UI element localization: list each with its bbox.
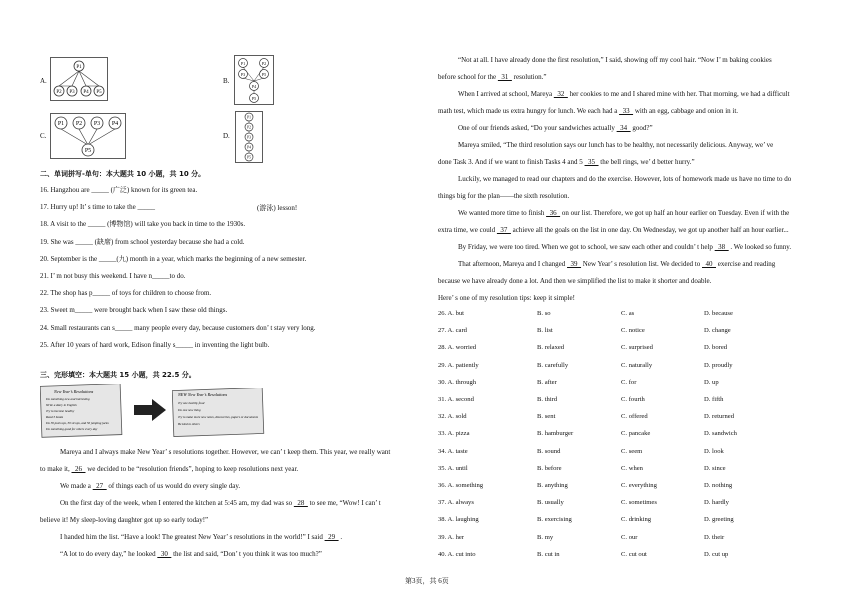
choice-option[interactable]: 29. A. patiently xyxy=(438,361,479,369)
section-2-item: 20. September is the _____(九) month in a year, which marks the beginning of a new semester. xyxy=(40,254,307,263)
choice-option[interactable]: B. exercising xyxy=(537,516,572,524)
svg-text:P3: P3 xyxy=(69,90,75,95)
svg-text:P3: P3 xyxy=(93,121,101,127)
choice-option[interactable]: B. hamburger xyxy=(537,430,574,438)
choice-option[interactable]: D. up xyxy=(704,378,719,386)
choice-option[interactable]: C. notice xyxy=(621,327,645,335)
option-d-label: D. xyxy=(223,132,230,140)
svg-text:P1: P1 xyxy=(76,65,82,70)
passage-line: Mareya smiled, “The third resolution says our lunch has to be healthy, not necessarily delicious. Anyway, we’ ve xyxy=(458,141,774,149)
passage-line: When I arrived at school, Mareya 32 her cookies to me and I shared mine with her. That morning, we had a difficult xyxy=(458,90,790,98)
arrow-icon xyxy=(132,398,168,422)
image-list-line: Do something new and interesting xyxy=(46,397,90,401)
choice-option[interactable]: C. cut out xyxy=(621,550,647,558)
svg-text:P5: P5 xyxy=(247,155,251,160)
svg-text:P3: P3 xyxy=(247,135,251,140)
section-2-item: 18. A visit to the _____ (博物馆) will take you back in time to the 1930s. xyxy=(40,220,246,229)
svg-text:P5: P5 xyxy=(251,96,257,101)
choice-option[interactable]: B. cut in xyxy=(537,550,560,558)
option-a-label: A. xyxy=(40,77,47,85)
passage-line: because we have already done a lot. And then we simplified the list to make it shorter and doable. xyxy=(438,277,712,285)
section-2-item: 17. Hurry up! It’ s time to take the _____ xyxy=(40,203,155,212)
svg-text:P2: P2 xyxy=(247,125,251,130)
passage-line: to make it, 26 we decided to be “resolution friends”, hoping to keep resolutions next year. xyxy=(40,465,299,473)
passage-line: We made a 27 of things each of us would do every single day. xyxy=(60,482,241,490)
choice-option[interactable]: C. seem xyxy=(621,447,643,455)
image-list-line: Do 30 push ups, 30 sit ups, and 50 jumping jacks xyxy=(46,421,109,425)
choice-option[interactable]: 34. A. taste xyxy=(438,447,468,455)
passage-line: By Friday, we were too tired. When we got to school, we saw each other and couldn’ t help 38 . We looked so funny. xyxy=(458,243,792,251)
svg-text:P5: P5 xyxy=(96,90,102,95)
page-footer: 第3页，共 6页 xyxy=(405,577,449,585)
passage-line: done Task 3. And if we want to finish Tasks 4 and 5 35 the bell rings, we’ d better hurry.” xyxy=(438,158,695,166)
choice-option[interactable]: D. since xyxy=(704,464,726,472)
choice-option[interactable]: 40. A. cut into xyxy=(438,550,476,558)
svg-text:P2: P2 xyxy=(56,90,62,95)
choice-option[interactable]: C. pancake xyxy=(621,430,651,438)
image-list-line: Do something good for others every day xyxy=(46,427,98,431)
svg-text:P4: P4 xyxy=(247,145,251,150)
choice-option[interactable]: D. hardly xyxy=(704,499,729,507)
svg-text:P4: P4 xyxy=(111,121,119,127)
choice-option[interactable]: C. everything xyxy=(621,482,657,489)
passage-line: Mareya and I always make New Year’ s resolutions together. However, we can’ t keep them. This year, we really want xyxy=(60,448,391,456)
passage-line: One of our friends asked, “Do your sandwiches actually 34 good?” xyxy=(458,124,653,132)
passage-line: “Not at all. I have already done the first resolution,” I said, showing off my cool hair. “Now I’ m baking cookies xyxy=(458,56,772,64)
choice-option[interactable]: D. fifth xyxy=(704,396,724,403)
svg-text:NEW New Year’s Resolutions: NEW New Year’s Resolutions xyxy=(178,392,228,397)
passage-line: math test, which made us extra hungry for lunch. We each had a 33 with an egg, cabbage and onion in it. xyxy=(438,107,739,115)
choice-option[interactable]: B. after xyxy=(537,378,557,386)
passage-line: On the first day of the week, when I entered the kitchen at 5:45 am, my dad was so 28 to see me, “Wow! I can’ t xyxy=(60,499,381,507)
option-b-diagram xyxy=(234,55,274,105)
choice-option[interactable]: D. sandwich xyxy=(704,430,737,438)
svg-text:P2: P2 xyxy=(261,61,267,66)
svg-text:P5: P5 xyxy=(84,148,92,154)
choice-option[interactable]: 32. A. sold xyxy=(438,413,467,421)
section-2-item: 21. I’ m not busy this weekend. I have n_____to do. xyxy=(40,272,186,280)
choice-option[interactable]: B. relaxed xyxy=(537,344,565,352)
section-2-item: 19. She was _____ (缺席) from school yesterday because she had a cold. xyxy=(40,237,245,246)
passage-line: Here’ s one of my resolution tips: keep it simple! xyxy=(438,294,575,302)
section-2-item: 16. Hangzhou are _____ (广泛) known for its green tea. xyxy=(40,186,198,194)
choice-option[interactable]: D. because xyxy=(704,310,733,317)
choice-option[interactable]: D. change xyxy=(704,327,731,335)
choice-option[interactable]: B. anything xyxy=(537,482,568,489)
item-17-hint: (游泳) lesson! xyxy=(257,204,298,212)
choice-option[interactable]: C. fourth xyxy=(621,396,645,403)
image-list-line: Try one healthy food xyxy=(178,401,205,405)
section-3-header: 三、完形填空：本大题共 15 小题，共 22.5 分。 xyxy=(40,371,196,379)
choice-option[interactable]: C. offered xyxy=(621,413,648,421)
choice-option[interactable]: D. nothing xyxy=(704,482,733,489)
choice-option[interactable]: 35. A. until xyxy=(438,464,468,472)
image-list-line: Do one new thing xyxy=(178,408,201,412)
choice-option[interactable]: D. greeting xyxy=(704,516,734,524)
choice-option[interactable]: C. drinking xyxy=(621,516,652,524)
option-a-diagram xyxy=(50,57,108,101)
passage-line: extra time, we could 37 achieve all the goals on the list in one day. On Wednesday, we got up another half an hour earlier... xyxy=(438,226,789,234)
option-c-label: C. xyxy=(40,132,47,140)
svg-text:P5: P5 xyxy=(261,72,267,77)
choice-option[interactable]: B. so xyxy=(537,310,551,317)
choice-option[interactable]: C. for xyxy=(621,378,637,386)
image-list-line: Be kind to others xyxy=(178,422,200,426)
section-2-item: 22. The shop has p_____ of toys for children to choose from. xyxy=(40,289,212,298)
choice-option[interactable]: 27. A. card xyxy=(438,327,467,335)
choice-option[interactable]: D. returned xyxy=(704,413,735,421)
passage-line: I handed him the list. “Have a look! The greatest New Year’ s resolutions in the world!” I said 29 . xyxy=(60,533,343,541)
passage-line: That afternoon, Mareya and I changed 39 New Year’ s resolution list. We decided to 40 exercise and reading xyxy=(458,260,776,268)
choice-option[interactable]: 28. A. worried xyxy=(438,344,477,352)
svg-text:P3: P3 xyxy=(240,72,246,77)
section-2-item: 24. Small restaurants can s_____ many people every day, because customers don’ t stay very long. xyxy=(40,323,316,332)
choice-option[interactable]: C. as xyxy=(621,310,635,317)
choice-option[interactable]: C. when xyxy=(621,464,643,472)
option-d-diagram xyxy=(235,111,263,163)
choice-option[interactable]: 30. A. through xyxy=(438,378,477,386)
svg-text:New Year’s Resolutions: New Year’s Resolutions xyxy=(54,389,94,394)
choice-option[interactable]: C. sometimes xyxy=(621,499,657,507)
choice-option[interactable]: B. usually xyxy=(537,499,564,507)
passage-line: believe it! My sleep-loving daughter got up so early today!” xyxy=(40,516,209,524)
section-2-header: 二、单词拼写-单句：本大题共 10 小题，共 10 分。 xyxy=(40,170,206,178)
image-list-line: Write a diary in English xyxy=(46,403,77,407)
svg-text:P1: P1 xyxy=(57,121,65,127)
choice-option[interactable]: 33. A. pizza xyxy=(438,430,470,438)
choice-option[interactable]: B. sent xyxy=(537,413,556,421)
image-list-line: Try to make more new notes, discoveries, papers or documents xyxy=(178,415,258,419)
choice-option[interactable]: B. carefully xyxy=(537,361,569,369)
choice-option[interactable]: 31. A. second xyxy=(438,396,474,403)
choice-option[interactable]: D. their xyxy=(704,533,725,541)
choice-option[interactable]: 39. A. her xyxy=(438,533,465,541)
passage-line: before school for the 31 resolution.” xyxy=(438,73,547,81)
choice-option[interactable]: 26. A. but xyxy=(438,310,465,317)
resolution-list-image-right xyxy=(172,388,266,438)
choice-option[interactable]: B. third xyxy=(537,396,558,403)
choice-option[interactable]: B. before xyxy=(537,464,562,472)
image-list-line: Read 3 books xyxy=(46,415,64,419)
choice-option[interactable]: B. my xyxy=(537,533,554,541)
passage-line: “A lot to do every day,” he looked 30 the list and said, “Don’ t you think it was too much?” xyxy=(60,550,322,558)
resolution-list-image-left xyxy=(40,384,124,438)
svg-text:P1: P1 xyxy=(240,61,246,66)
section-2-item: 25. After 10 years of hard work, Edison finally s_____ in inventing the light bulb. xyxy=(40,340,270,349)
choice-option[interactable]: 38. A. laughing xyxy=(438,516,479,524)
svg-text:P1: P1 xyxy=(247,115,251,120)
option-c-diagram xyxy=(50,113,126,159)
section-2-item: 23. Sweet m_____ were brought back when I saw these old things. xyxy=(40,306,228,315)
choice-option[interactable]: D. cut up xyxy=(704,550,729,558)
choice-option[interactable]: C. our xyxy=(621,533,638,541)
svg-text:P2: P2 xyxy=(75,121,83,127)
choice-option[interactable]: 36. A. something xyxy=(438,482,484,489)
choice-option[interactable]: B. list xyxy=(537,327,553,335)
passage-line: We wanted more time to finish 36 on our list. Therefore, we got up half an hour earlier on Tuesday. Even if with the xyxy=(458,209,790,217)
passage-line: Luckily, we managed to read our chapters and do the exercise. However, lots of homework made us have no time to do xyxy=(458,175,792,183)
choice-option[interactable]: D. bored xyxy=(704,344,728,352)
choice-option[interactable]: C. surprised xyxy=(621,344,653,352)
svg-text:P4: P4 xyxy=(251,84,257,89)
image-list-line: Try to become healthy xyxy=(46,409,75,413)
svg-text:P4: P4 xyxy=(83,90,89,95)
choice-option[interactable]: D. proudly xyxy=(704,361,733,369)
choice-option[interactable]: B. sound xyxy=(537,447,561,455)
choice-option[interactable]: D. look xyxy=(704,447,724,455)
choice-option[interactable]: 37. A. always xyxy=(438,499,474,507)
option-b-label: B. xyxy=(223,77,230,85)
choice-option[interactable]: C. naturally xyxy=(621,361,653,369)
passage-line: things big for the plan——the sixth resolution. xyxy=(438,192,570,200)
